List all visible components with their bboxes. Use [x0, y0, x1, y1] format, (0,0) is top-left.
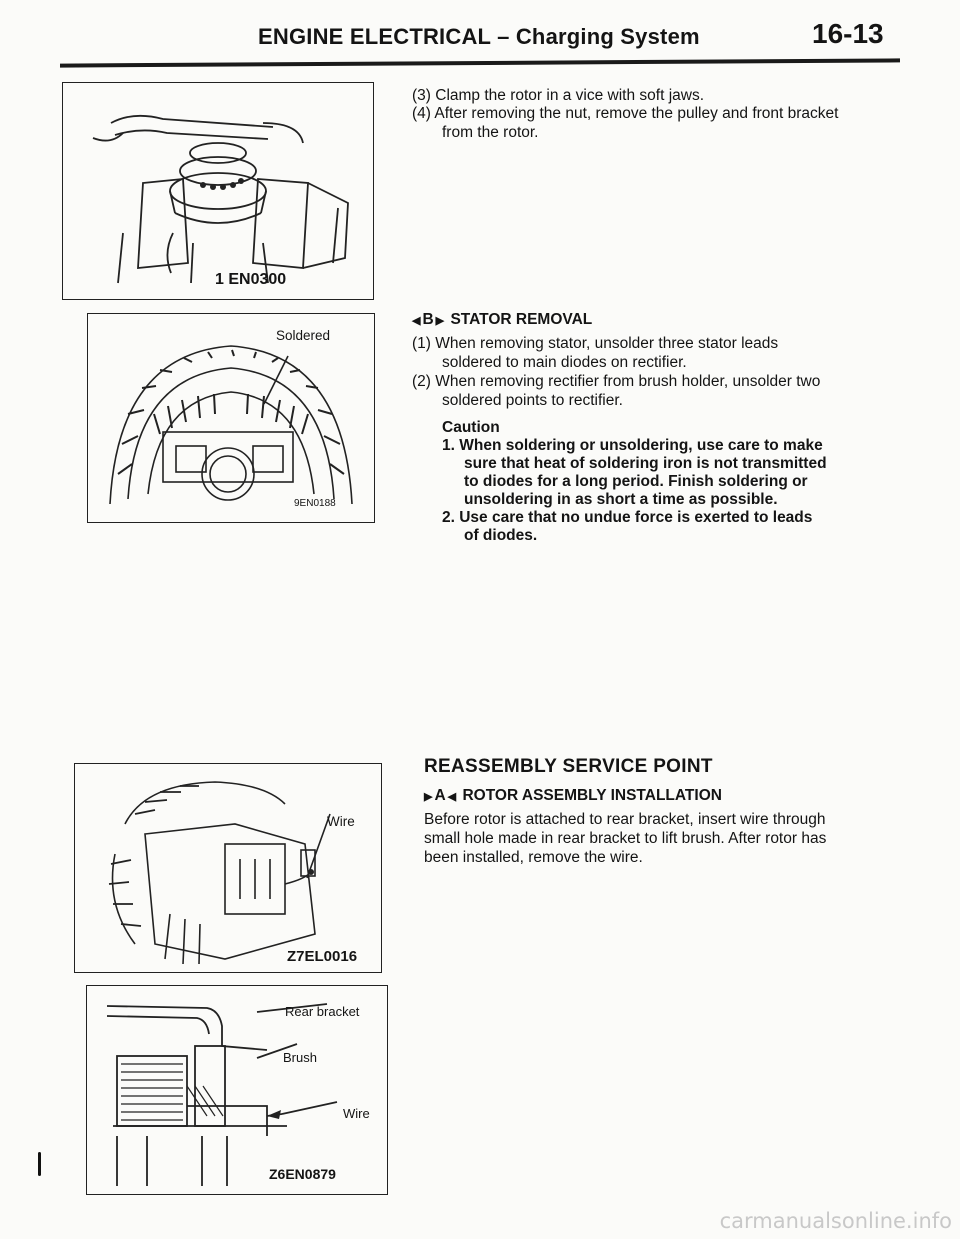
- marker-letter: B: [422, 311, 434, 328]
- rotor-steps: [412, 86, 902, 156]
- label-brush: Brush: [283, 1050, 317, 1065]
- stator-illustration: [88, 314, 374, 522]
- figure-rotor-wire: [74, 763, 382, 973]
- label-wire: Wire: [343, 1106, 370, 1121]
- stator-line-3: (2) When removing rectifier from brush holder, unsolder two: [412, 373, 821, 390]
- header-rule: [60, 58, 900, 67]
- rotor-installation-title: ROTOR ASSEMBLY INSTALLATION: [462, 787, 722, 804]
- label-soldered: Soldered: [276, 328, 331, 343]
- step-3: (3) Clamp the rotor in a vice with soft jaws.: [412, 87, 705, 104]
- stator-line-2: soldered to main diodes on rectifier.: [442, 354, 687, 371]
- caution-line-2: sure that heat of soldering iron is not transmitted: [464, 455, 827, 472]
- marker-letter: A: [434, 787, 446, 804]
- figure-code: 9EN0188: [294, 498, 336, 509]
- reassembly-heading: REASSEMBLY SERVICE POINT: [424, 756, 713, 777]
- caution-line-5: 2. Use care that no undue force is exerted to leads: [442, 509, 813, 526]
- stator-line-1: (1) When removing stator, unsolder three stator leads: [412, 335, 779, 352]
- caution-line-4: unsoldering in as short a time as possible.: [464, 491, 778, 508]
- step-4-line1: (4) After removing the nut, remove the pulley and front bracket: [412, 105, 839, 122]
- reassembly-line-1: Before rotor is attached to rear bracket, insert wire through: [424, 811, 826, 828]
- caution-title: Caution: [442, 419, 500, 436]
- figure-stator-soldered: [87, 313, 375, 523]
- step-4-line2: from the rotor.: [442, 124, 539, 141]
- reassembly-section: [424, 756, 904, 886]
- section-title: ENGINE ELECTRICAL – Charging System: [258, 24, 700, 49]
- stator-section: [412, 310, 902, 550]
- page-edge-mark: [38, 1152, 41, 1176]
- rotor-installation-heading: [424, 786, 722, 807]
- figure-code: Z7EL0016: [287, 948, 358, 965]
- reassembly-line-2: small hole made in rear bracket to lift brush. After rotor has: [424, 830, 827, 847]
- caution-line-1: 1. When soldering or unsoldering, use care to make: [442, 437, 823, 454]
- reassembly-line-3: been installed, remove the wire.: [424, 849, 643, 866]
- figure-code: 1 EN0300: [215, 271, 287, 288]
- page-number: 16-13: [812, 18, 884, 49]
- rotor-vice-illustration: [63, 83, 373, 299]
- caution-line-3: to diodes for a long period. Finish soldering or: [464, 473, 808, 490]
- stator-line-4: soldered points to rectifier.: [442, 392, 623, 409]
- rotor-wire-illustration: [75, 764, 381, 972]
- left-arrow-icon: ◀: [447, 791, 457, 803]
- figure-rotor-vice: [62, 82, 374, 300]
- left-arrow-icon: ◀: [412, 315, 421, 327]
- footer-watermark: carmanualsonline.info: [719, 1209, 952, 1233]
- figure-code: Z6EN0879: [269, 1166, 336, 1182]
- caution-line-6: of diodes.: [464, 527, 538, 544]
- stator-heading: [412, 310, 592, 331]
- right-arrow-icon: ▶: [435, 315, 445, 327]
- label-rear-bracket: Rear bracket: [285, 1004, 360, 1019]
- stator-title: STATOR REMOVAL: [450, 311, 593, 328]
- figure-rear-bracket: [86, 985, 388, 1195]
- label-wire: Wire: [327, 814, 355, 829]
- right-arrow-icon: ▶: [424, 791, 433, 803]
